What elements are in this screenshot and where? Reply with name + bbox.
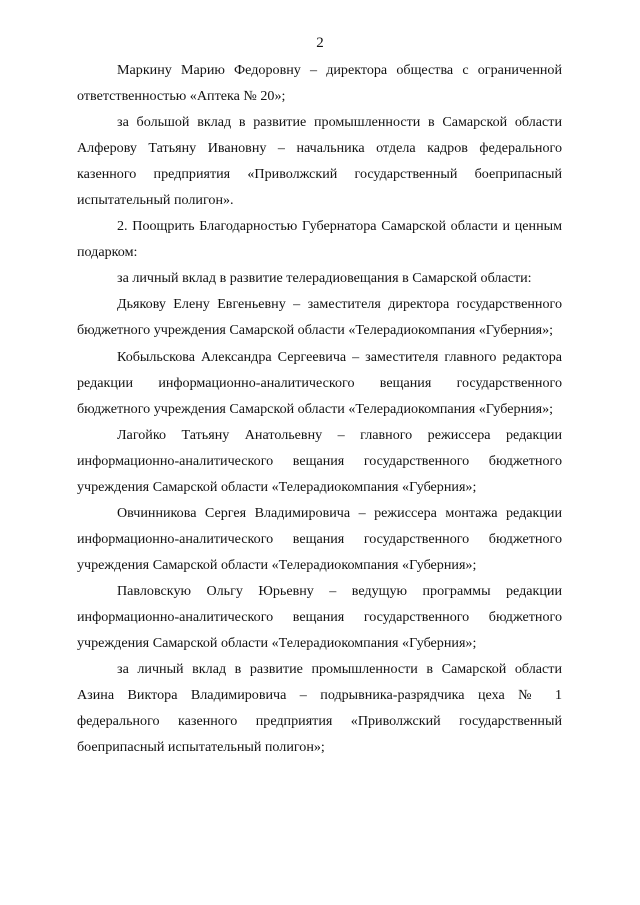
paragraph-ovchinnikov: Овчинникова Сергея Владимировича – режиссера монтажа редакции информационно-аналитического вещания государственного бюджетного учреждения Самарской области «Телерадиокомпания «Губерния»; bbox=[77, 504, 562, 573]
paragraph-alferova: за большой вклад в развитие промышленности в Самарской области Алферову Татьяну Ивановну – начальника отдела кадров федерального казенного предприятия «Приволжский государственный боеприпасный испытательный полигон». bbox=[77, 114, 562, 209]
paragraph-telecast-intro: за личный вклад в развитие телерадиовещания в Самарской области: bbox=[117, 270, 532, 287]
paragraph-markina: Маркину Марию Федоровну – директора общества с ограниченной ответственностью «Аптека № 20»; bbox=[77, 62, 562, 105]
paragraph-lagoyko: Лагойко Татьяну Анатольевну – главного режиссера редакции информационно-аналитического вещания государственного бюджетного учреждения Самарской области «Телерадиокомпания «Губерния»; bbox=[77, 426, 562, 495]
paragraph-dyakova: Дьякову Елену Евгеньевну – заместителя директора государственного бюджетного учреждения Самарской области «Телерадиокомпания «Губерния»; bbox=[77, 296, 562, 339]
paragraph-azin: за личный вклад в развитие промышленности в Самарской области Азина Виктора Владимировича – подрывника-разрядчика цеха № 1 федерального казенного предприятия «Приволжский государственный боеприпасный испытательный полигон»; bbox=[77, 661, 562, 756]
paragraph-pavlovskaya: Павловскую Ольгу Юрьевну – ведущую программы редакции информационно-аналитического вещания государственного бюджетного учреждения Самарской области «Телерадиокомпания «Губерния»; bbox=[77, 582, 562, 652]
paragraph-section-2: 2. Поощрить Благодарностью Губернатора Самарской области и ценным подарком: bbox=[77, 218, 562, 261]
document-body bbox=[77, 57, 562, 760]
paragraph-kobylskov: Кобыльскова Александра Сергеевича – заместителя главного редактора редакции информационно-аналитического вещания государственного бюджетного учреждения Самарской области «Телерадиокомпания «Губерния»; bbox=[77, 348, 562, 417]
page-number: 2 bbox=[316, 35, 324, 51]
